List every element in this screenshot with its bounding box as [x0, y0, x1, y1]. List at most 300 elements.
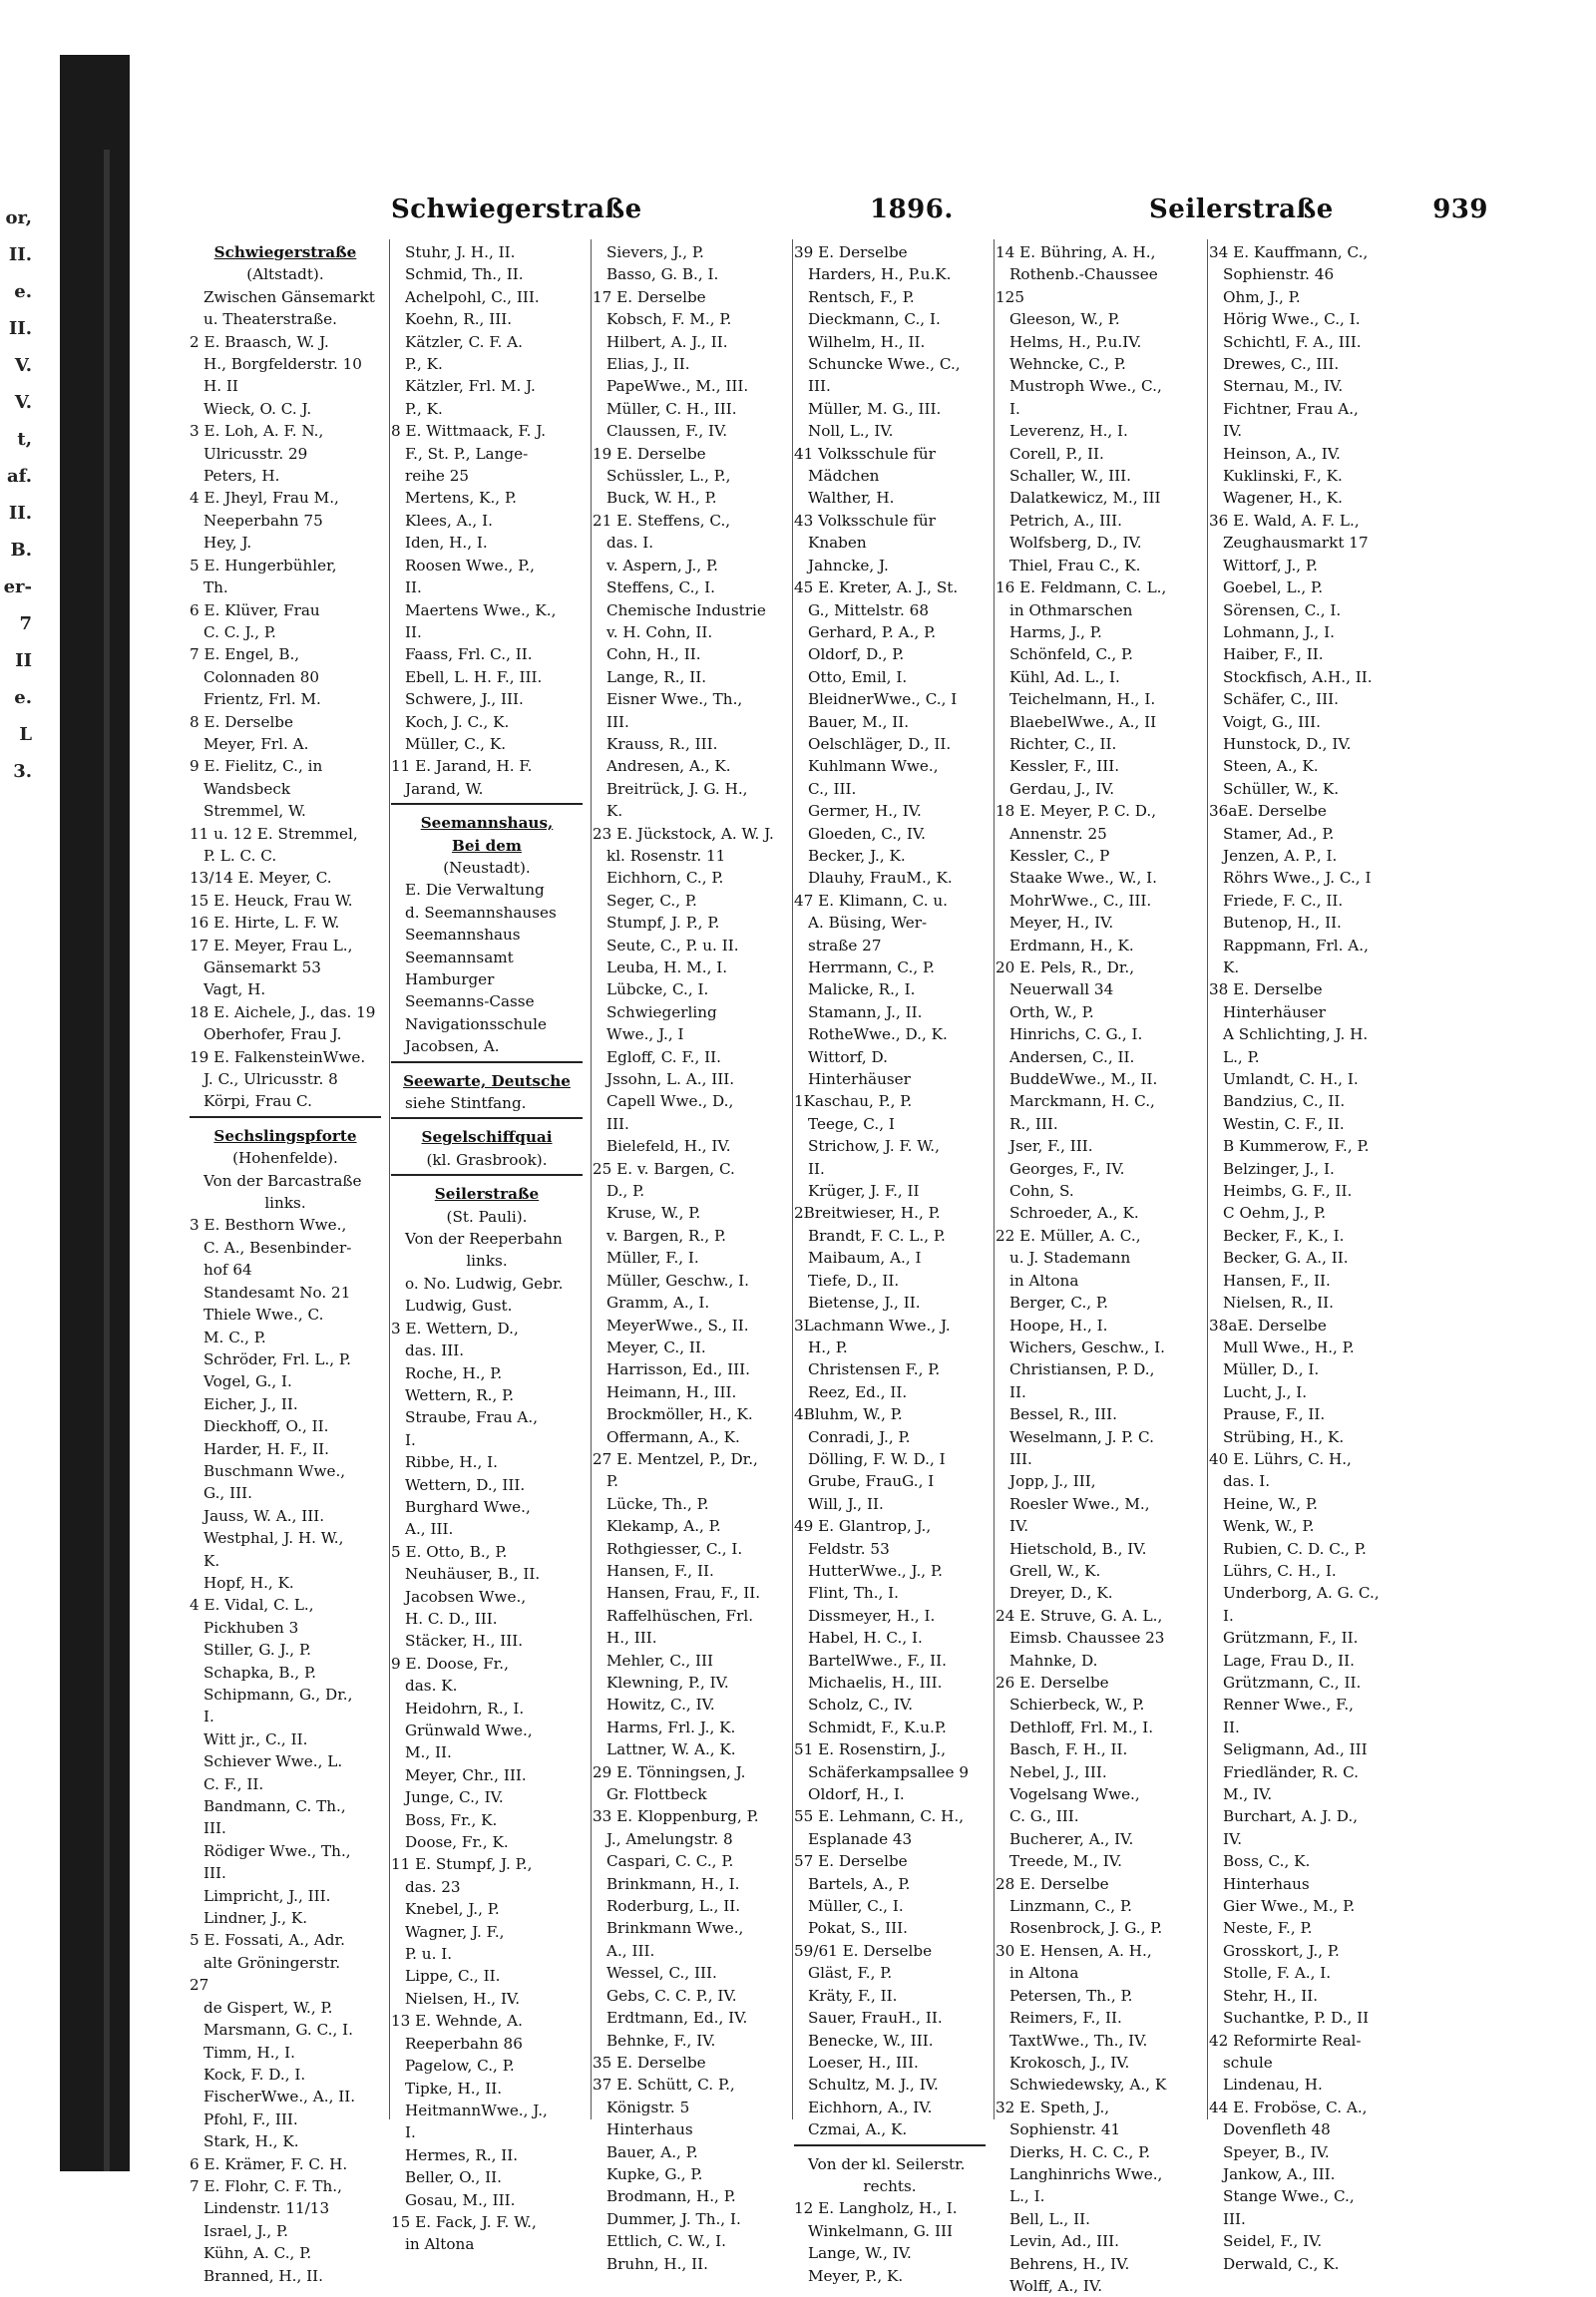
resident-entry: Becker, G. A., II.	[1223, 1249, 1349, 1268]
resident-entry: Wichers, Geschw., I.	[1009, 1338, 1165, 1356]
prev-page-fragment: af.	[6, 466, 32, 487]
resident-entry: Gebs, C. C. P., IV.	[606, 1986, 737, 2005]
resident-entry: Drewes, C., III.	[1223, 355, 1340, 374]
resident-entry: Seemannshaus	[405, 926, 521, 945]
resident-entry: in Altona	[405, 2235, 475, 2254]
resident-entry: Lange, R., II.	[606, 667, 707, 686]
resident-entry: Hamburger	[405, 970, 495, 988]
resident-entry: Kessler, C., P	[1009, 846, 1110, 865]
resident-entry: Müller, M. G., III.	[808, 399, 942, 418]
resident-entry: H., III.	[606, 1629, 657, 1648]
resident-entry: Noll, L., IV.	[808, 422, 894, 441]
resident-entry: v. Aspern, J., P.	[606, 556, 718, 574]
resident-entry: Rödiger Wwe., Th.,	[203, 1841, 351, 1860]
house-number-entry: 51 E. Rosenstirn, J.,	[794, 1740, 947, 1759]
resident-entry: Peters, H.	[203, 467, 280, 486]
resident-entry: Stockfisch, A.H., II.	[1223, 667, 1373, 686]
resident-entry: Heine, W., P.	[1223, 1494, 1318, 1513]
prev-page-fragment: e.	[14, 281, 32, 302]
resident-entry: Heinson, A., IV.	[1223, 444, 1341, 463]
resident-entry: Orth, W., P.	[1009, 1002, 1094, 1021]
resident-entry: Von der Reeperbahn	[405, 1230, 563, 1249]
resident-entry: Georges, F., IV.	[1009, 1159, 1125, 1178]
resident-entry: Lindner, J., K.	[203, 1909, 308, 1928]
resident-entry: Von der kl. Seilerstr.	[808, 2154, 966, 2173]
resident-entry: Navigationsschule	[405, 1014, 547, 1033]
resident-entry: Wittorf, D.	[808, 1047, 889, 1066]
resident-entry: das. III.	[405, 1341, 465, 1360]
resident-entry: Sauer, FrauH., II.	[808, 2009, 943, 2028]
resident-entry: Witt jr., C., II.	[203, 1729, 308, 1748]
resident-entry: Hansen, F., II.	[1223, 1271, 1331, 1290]
resident-entry: IV.	[1223, 422, 1243, 441]
resident-entry: Behnke, F., IV.	[606, 2031, 716, 2050]
resident-entry: Krokosch, J., IV.	[1009, 2053, 1130, 2072]
page-header	[391, 194, 1508, 230]
resident-entry: Schönfeld, C., P.	[1009, 645, 1133, 664]
street-subheading: (Hohenfelde).	[232, 1149, 338, 1168]
resident-entry: A., III.	[405, 1520, 454, 1539]
directory-column-2	[391, 241, 583, 2256]
resident-entry: Oberhofer, Frau J.	[203, 1025, 342, 1044]
resident-entry: Teichelmann, H., I.	[1009, 690, 1156, 709]
resident-entry: Butenop, H., II.	[1223, 914, 1342, 933]
resident-entry: Caspari, C. C., P.	[606, 1852, 734, 1871]
resident-entry: Frientz, Frl. M.	[203, 690, 321, 709]
resident-entry: Becker, J., K.	[808, 846, 906, 865]
resident-entry: Renner Wwe., F.,	[1223, 1696, 1354, 1715]
street-subheading: links.	[466, 1252, 508, 1271]
column-divider	[591, 239, 592, 2119]
section-rule	[391, 803, 583, 809]
resident-entry: Dölling, F. W. D., I	[808, 1449, 946, 1468]
prev-page-fragment: e.	[14, 687, 32, 708]
resident-entry: Andersen, C., II.	[1009, 1047, 1135, 1066]
resident-entry: Sophienstr. 46	[1223, 265, 1335, 284]
resident-entry: K.	[606, 802, 623, 821]
resident-entry: Seidel, F., IV.	[1223, 2232, 1323, 2251]
resident-entry: Koch, J. C., K.	[405, 712, 510, 731]
resident-entry: Klees, A., I.	[405, 511, 493, 530]
house-number-entry: 125	[996, 287, 1024, 306]
resident-entry: Maertens Wwe., K.,	[405, 600, 557, 619]
resident-entry: R., III.	[1009, 1114, 1058, 1133]
resident-entry: II.	[1009, 1382, 1026, 1401]
resident-entry: Derwald, C., K.	[1223, 2254, 1340, 2273]
house-number-entry: 7 E. Engel, B.,	[190, 645, 300, 664]
resident-entry: D., P.	[606, 1182, 645, 1201]
resident-entry: Breitrück, J. G. H.,	[606, 779, 748, 798]
resident-entry: III.	[203, 1864, 226, 1883]
header-right-street: Seilerstraße	[1149, 194, 1334, 224]
house-number-entry: 22 E. Müller, A. C.,	[996, 1226, 1141, 1245]
resident-entry: Wettern, D., III.	[405, 1475, 526, 1494]
resident-entry: Kätzler, C. F. A.	[405, 332, 523, 351]
resident-entry: Mull Wwe., H., P.	[1223, 1338, 1355, 1356]
house-number-entry: 17 E. Derselbe	[593, 287, 706, 306]
resident-entry: Tipke, H., II.	[405, 2079, 503, 2098]
resident-entry: Heimbs, G. F., II.	[1223, 1182, 1353, 1201]
resident-entry: Stehr, H., II.	[1223, 1986, 1319, 2005]
resident-entry: II.	[405, 578, 422, 597]
resident-entry: Loeser, H., III.	[808, 2053, 919, 2072]
resident-entry: Michaelis, H., III.	[808, 1674, 943, 1692]
house-number-entry: 23 E. Jückstock, A. W. J.	[593, 824, 774, 843]
resident-entry: Schultz, M. J., IV.	[808, 2076, 939, 2095]
resident-entry: d. Seemannshauses	[405, 903, 557, 922]
resident-entry: Hinrichs, C. G., I.	[1009, 1025, 1143, 1044]
resident-entry: Benecke, W., III.	[808, 2031, 934, 2050]
resident-entry: Gosau, M., III.	[405, 2190, 516, 2209]
resident-entry: Wehncke, C., P.	[1009, 355, 1126, 374]
resident-entry: Kühl, Ad. L., I.	[1009, 667, 1120, 686]
resident-entry: Pfohl, F., III.	[203, 2109, 298, 2128]
resident-entry: Capell Wwe., D.,	[606, 1092, 734, 1111]
resident-entry: H. II	[203, 377, 238, 396]
resident-entry: Jahncke, J.	[808, 556, 889, 574]
resident-entry: Westphal, J. H. W.,	[203, 1529, 344, 1548]
house-number-entry: 11 E. Stumpf, J. P.,	[391, 1855, 533, 1874]
resident-entry: Kock, F. D., I.	[203, 2065, 306, 2084]
house-number-entry: 29 E. Tönningsen, J.	[593, 1762, 746, 1781]
resident-entry: Kuhlmann Wwe.,	[808, 757, 939, 776]
resident-entry: Maibaum, A., I	[808, 1249, 922, 1268]
resident-entry: Zeughausmarkt 17	[1223, 534, 1369, 553]
resident-entry: Limpricht, J., III.	[203, 1886, 331, 1905]
resident-entry: u. Theaterstraße.	[203, 310, 337, 329]
resident-entry: Petersen, Th., P.	[1009, 1986, 1133, 2005]
resident-entry: Jser, F., III.	[1009, 1137, 1093, 1156]
resident-entry: M., IV.	[1223, 1785, 1273, 1804]
prev-page-fragment: II.	[8, 318, 32, 339]
resident-entry: Timm, H., I.	[203, 2043, 296, 2062]
prev-page-fragment: II	[15, 650, 32, 671]
resident-entry: Herrmann, C., P.	[808, 958, 935, 976]
directory-page	[112, 145, 1508, 2295]
resident-entry: B Kummerow, F., P.	[1223, 1137, 1370, 1156]
resident-entry: Fichtner, Frau A.,	[1223, 399, 1359, 418]
prev-page-fragment: er-	[3, 576, 32, 597]
street-heading: Bei dem	[452, 836, 522, 855]
column-divider	[792, 239, 793, 2119]
resident-entry: Thiel, Frau C., K.	[1009, 556, 1141, 574]
resident-entry: Hörig Wwe., C., I.	[1223, 310, 1361, 329]
resident-entry: Pagelow, C., P.	[405, 2057, 515, 2076]
resident-entry: Brinkmann Wwe.,	[606, 1919, 744, 1938]
resident-entry: Cohn, S.	[1009, 1182, 1074, 1201]
house-number-entry: 33 E. Kloppenburg, P.	[593, 1807, 759, 1826]
resident-entry: Claussen, F., IV.	[606, 422, 728, 441]
resident-entry: Standesamt No. 21	[203, 1283, 351, 1302]
resident-entry: Hansen, Frau, F., II.	[606, 1584, 761, 1603]
street-heading: Schwiegerstraße	[213, 243, 357, 261]
house-number-entry: 13 E. Wehnde, A.	[391, 2012, 523, 2031]
resident-entry: III.	[1223, 2209, 1246, 2228]
section-rule	[391, 1061, 583, 1067]
resident-entry: Prause, F., II.	[1223, 1405, 1326, 1424]
resident-entry: Wittorf, J., P.	[1223, 556, 1318, 574]
resident-entry: Leuba, H. M., I.	[606, 958, 728, 976]
resident-entry: C. C. J., P.	[203, 622, 276, 641]
column-divider	[1207, 239, 1208, 2119]
house-number-entry: 45 E. Kreter, A. J., St.	[794, 578, 959, 597]
resident-entry: Bietense, J., II.	[808, 1294, 921, 1313]
resident-entry: Brodmann, H., P.	[606, 2187, 736, 2206]
resident-entry: u. J. Stademann	[1009, 1249, 1131, 1268]
resident-entry: C. F., II.	[203, 1774, 264, 1793]
resident-entry: Staake Wwe., W., I.	[1009, 869, 1157, 888]
house-number-entry: 20 E. Pels, R., Dr.,	[996, 958, 1135, 976]
resident-entry: G., Mittelstr. 68	[808, 600, 930, 619]
resident-entry: Schäferkampsallee 9	[808, 1762, 970, 1781]
resident-entry: II.	[405, 622, 422, 641]
resident-entry: G., III.	[203, 1484, 252, 1503]
resident-entry: Christensen F., P.	[808, 1360, 941, 1379]
resident-entry: L., I.	[1009, 2187, 1045, 2206]
resident-entry: P., K.	[405, 355, 443, 374]
resident-entry: II.	[1223, 1718, 1240, 1736]
resident-entry: Harms, Frl. J., K.	[606, 1718, 736, 1736]
resident-entry: Schiever Wwe., L.	[203, 1752, 343, 1771]
resident-entry: Leverenz, H., I.	[1009, 422, 1128, 441]
resident-entry: Lattner, W. A., K.	[606, 1740, 736, 1759]
directory-column-6	[1209, 241, 1400, 2275]
house-number-entry: 2 E. Braasch, W. J.	[190, 332, 329, 351]
house-number-entry: 13/14 E. Meyer, C.	[190, 869, 332, 888]
resident-entry: Friedländer, R. C.	[1223, 1762, 1360, 1781]
resident-entry: Ribbe, H., I.	[405, 1453, 498, 1472]
resident-entry: Otto, Emil, I.	[808, 667, 908, 686]
resident-entry: Brinkmann, H., I.	[606, 1874, 740, 1893]
resident-entry: Voigt, G., III.	[1223, 712, 1321, 731]
resident-entry: Körpi, Frau C.	[203, 1092, 312, 1111]
resident-entry: das. K.	[405, 1677, 458, 1696]
house-number-entry: 9 E. Doose, Fr.,	[391, 1654, 509, 1673]
resident-entry: Pokat, S., III.	[808, 1919, 908, 1938]
resident-entry: Sörensen, C., I.	[1223, 600, 1342, 619]
resident-entry: das. I.	[1223, 1472, 1271, 1491]
resident-entry: Dieckmann, C., I.	[808, 310, 941, 329]
resident-entry: Teege, C., I	[808, 1114, 895, 1133]
page-fold-line	[104, 150, 110, 2171]
resident-entry: Schröder, Frl. L., P.	[203, 1349, 351, 1368]
street-subheading: links.	[264, 1194, 306, 1213]
resident-entry: Hinterhaus	[1223, 1874, 1310, 1893]
house-number-entry: 30 E. Hensen, A. H.,	[996, 1941, 1152, 1960]
resident-entry: FischerWwe., A., II.	[203, 2088, 356, 2106]
resident-entry: siehe Stintfang.	[405, 1094, 527, 1113]
resident-entry: Wandsbeck	[203, 779, 291, 798]
resident-entry: Nebel, J., III.	[1009, 1762, 1107, 1781]
resident-entry: Vogelsang Wwe.,	[1009, 1785, 1140, 1804]
resident-entry: Seute, C., P. u. II.	[606, 936, 739, 955]
resident-entry: hof 64	[203, 1261, 252, 1280]
resident-entry: alte Gröningerstr.	[203, 1953, 341, 1972]
resident-entry: Ohm, J., P.	[1223, 287, 1301, 306]
resident-entry: Roosen Wwe., P.,	[405, 556, 535, 574]
resident-entry: Westin, C. F., II.	[1223, 1114, 1345, 1133]
resident-entry: Belzinger, J., I.	[1223, 1159, 1335, 1178]
resident-entry: Krüger, J. F., II	[808, 1182, 920, 1201]
resident-entry: Gläst, F., P.	[808, 1964, 893, 1983]
house-number-entry: 14 E. Bühring, A. H.,	[996, 243, 1156, 261]
prev-page-fragment: L	[19, 724, 32, 745]
prev-page-fragment: V.	[14, 355, 32, 376]
resident-entry: III.	[203, 1819, 226, 1838]
resident-entry: Stamann, J., II.	[808, 1002, 923, 1021]
section-rule	[794, 2144, 986, 2150]
resident-entry: Becker, F., K., I.	[1223, 1226, 1345, 1245]
resident-entry: I.	[1223, 1606, 1234, 1625]
resident-entry: Mehler, C., III	[606, 1651, 713, 1670]
resident-entry: P. u. I.	[405, 1945, 453, 1964]
resident-entry: Kräty, F., II.	[808, 1986, 898, 2005]
resident-entry: Neste, F., P.	[1223, 1919, 1313, 1938]
resident-entry: Rosenbrock, J. G., P.	[1009, 1919, 1163, 1938]
resident-entry: Hansen, F., II.	[606, 1561, 714, 1580]
resident-entry: v. H. Cohn, II.	[606, 622, 713, 641]
resident-entry: Röhrs Wwe., J. C., I	[1223, 869, 1372, 888]
resident-entry: Gerdau, J., IV.	[1009, 779, 1115, 798]
street-heading: Seewarte, Deutsche	[403, 1071, 571, 1090]
resident-entry: Howitz, C., IV.	[606, 1696, 715, 1715]
resident-entry: Klewning, P., IV.	[606, 1674, 729, 1692]
resident-entry: I.	[405, 2123, 416, 2142]
resident-entry: Stuhr, J. H., II.	[405, 243, 516, 261]
resident-entry: RotheWwe., D., K.	[808, 1025, 948, 1044]
resident-entry: de Gispert, W., P.	[203, 1998, 333, 2017]
resident-entry: Schmidt, F., K.u.P.	[808, 1718, 947, 1736]
resident-entry: C. A., Besenbinder-	[203, 1238, 352, 1257]
resident-entry: Rappmann, Frl. A.,	[1223, 936, 1369, 955]
prev-page-fragment: t,	[17, 429, 32, 450]
house-number-entry: 37 E. Schütt, C. P.,	[593, 2076, 735, 2095]
resident-entry: Stremmel, W.	[203, 802, 306, 821]
resident-entry: Faass, Frl. C., II.	[405, 645, 533, 664]
prev-page-fragment: B.	[10, 540, 32, 561]
resident-entry: Grützmann, F., II.	[1223, 1629, 1359, 1648]
prev-page-fragment: II.	[8, 244, 32, 265]
resident-entry: P., K.	[405, 399, 443, 418]
resident-entry: Egloff, C. F., II.	[606, 1047, 721, 1066]
resident-entry: in Altona	[1009, 1964, 1079, 1983]
house-number-entry: 42 Reformirte Real-	[1209, 2031, 1362, 2050]
house-number-entry: 11 u. 12 E. Stremmel,	[190, 824, 358, 843]
resident-entry: Israel, J., P.	[203, 2221, 288, 2240]
resident-entry: Dalatkewicz, M., III	[1009, 489, 1161, 508]
resident-entry: Krauss, R., III.	[606, 734, 718, 753]
resident-entry: Knebel, J., P.	[405, 1900, 500, 1919]
resident-entry: Gloeden, C., IV.	[808, 824, 926, 843]
house-number-entry: 38 E. Derselbe	[1209, 980, 1323, 999]
resident-entry: Stamer, Ad., P.	[1223, 824, 1335, 843]
resident-entry: Reimers, F., II.	[1009, 2009, 1122, 2028]
resident-entry: Meyer, H., IV.	[1009, 914, 1114, 933]
resident-entry: Schüssler, L., P.,	[606, 467, 731, 486]
house-number-entry: 15 E. Heuck, Frau W.	[190, 891, 353, 910]
resident-entry: H., Borgfelderstr. 10	[203, 355, 362, 374]
resident-entry: Burchart, A. J. D.,	[1223, 1807, 1359, 1826]
resident-entry: Stäcker, H., III.	[405, 1632, 524, 1651]
resident-entry: Dierks, H. C. C., P.	[1009, 2142, 1151, 2161]
house-number-entry: 16 E. Feldmann, C. L.,	[996, 578, 1167, 597]
resident-entry: Feldstr. 53	[808, 1539, 890, 1558]
resident-entry: Roesler Wwe., M.,	[1009, 1494, 1150, 1513]
resident-entry: Linzmann, C., P.	[1009, 1897, 1132, 1916]
resident-entry: Esplanade 43	[808, 1829, 913, 1848]
resident-entry: III.	[808, 377, 831, 396]
resident-entry: Elias, J., II.	[606, 355, 690, 374]
house-number-entry: 41 Volksschule für	[794, 444, 936, 463]
resident-entry: Jankow, A., III.	[1223, 2164, 1336, 2183]
section-rule	[391, 1174, 583, 1180]
resident-entry: Lindenau, H.	[1223, 2076, 1323, 2095]
resident-entry: Stolle, F. A., I.	[1223, 1964, 1332, 1983]
resident-entry: Klekamp, A., P.	[606, 1517, 721, 1536]
resident-entry: Grube, FrauG., I	[808, 1472, 935, 1491]
resident-entry: A., III.	[606, 1941, 655, 1960]
resident-entry: Colonnaden 80	[203, 667, 320, 686]
resident-entry: Kühn, A. C., P.	[203, 2244, 312, 2263]
house-number-entry: 6 E. Krämer, F. C. H.	[190, 2154, 348, 2173]
resident-entry: Harder, H. F., II.	[203, 1439, 329, 1458]
house-number-entry: 27	[190, 1976, 209, 1995]
house-number-entry: 57 E. Derselbe	[794, 1852, 908, 1871]
resident-entry: Hunstock, D., IV.	[1223, 734, 1352, 753]
resident-entry: Bruhn, H., II.	[606, 2254, 708, 2273]
resident-entry: Brockmöller, H., K.	[606, 1405, 753, 1424]
resident-entry: Seger, C., P.	[606, 891, 697, 910]
street-subheading: (kl. Grasbrook).	[426, 1150, 548, 1169]
resident-entry: Boss, Fr., K.	[405, 1810, 498, 1829]
resident-entry: HutterWwe., J., P.	[808, 1561, 943, 1580]
resident-entry: Basso, G. B., I.	[606, 265, 719, 284]
resident-entry: I.	[203, 1708, 214, 1726]
section-rule	[391, 1117, 583, 1123]
resident-entry: Meyer, Frl. A.	[203, 734, 309, 753]
prev-page-fragment: 3.	[13, 761, 32, 782]
resident-entry: C., III.	[808, 779, 857, 798]
resident-entry: I.	[405, 1430, 416, 1449]
resident-entry: Winkelmann, G. III	[808, 2221, 953, 2240]
resident-entry: Czmai, A., K.	[808, 2120, 908, 2139]
resident-entry: Harrisson, Ed., III.	[606, 1360, 750, 1379]
resident-entry: Jacobsen Wwe.,	[405, 1587, 527, 1606]
resident-entry: Gleeson, W., P.	[1009, 310, 1120, 329]
house-number-entry: 4 E. Jheyl, Frau M.,	[190, 489, 339, 508]
resident-entry: Beller, O., II.	[405, 2168, 502, 2187]
resident-entry: Bauer, A., P.	[606, 2142, 698, 2161]
resident-entry: III.	[606, 712, 629, 731]
house-number-entry: 40 E. Lührs, C. H.,	[1209, 1449, 1352, 1468]
resident-entry: Scholz, C., IV.	[808, 1696, 914, 1715]
resident-entry: Malicke, R., I.	[808, 980, 916, 999]
resident-entry: III.	[606, 1114, 629, 1133]
resident-entry: schule	[1223, 2053, 1273, 2072]
resident-entry: Schipmann, G., Dr.,	[203, 1686, 353, 1704]
resident-entry: Grosskort, J., P.	[1223, 1941, 1340, 1960]
resident-entry: Kätzler, Frl. M. J.	[405, 377, 536, 396]
street-heading: Sechslingspforte	[213, 1126, 357, 1145]
resident-entry: Petrich, A., III.	[1009, 511, 1122, 530]
resident-entry: Schäfer, C., III.	[1223, 690, 1339, 709]
resident-entry: Jenzen, A. P., I.	[1223, 846, 1338, 865]
house-number-entry: 3 E. Loh, A. F. N.,	[190, 422, 324, 441]
resident-entry: Schwiedewsky, A., K	[1009, 2076, 1167, 2095]
house-number-entry: 12 E. Langholz, H., I.	[794, 2199, 958, 2218]
resident-entry: Hoope, H., I.	[1009, 1316, 1108, 1335]
resident-entry: Buck, W. H., P.	[606, 489, 717, 508]
